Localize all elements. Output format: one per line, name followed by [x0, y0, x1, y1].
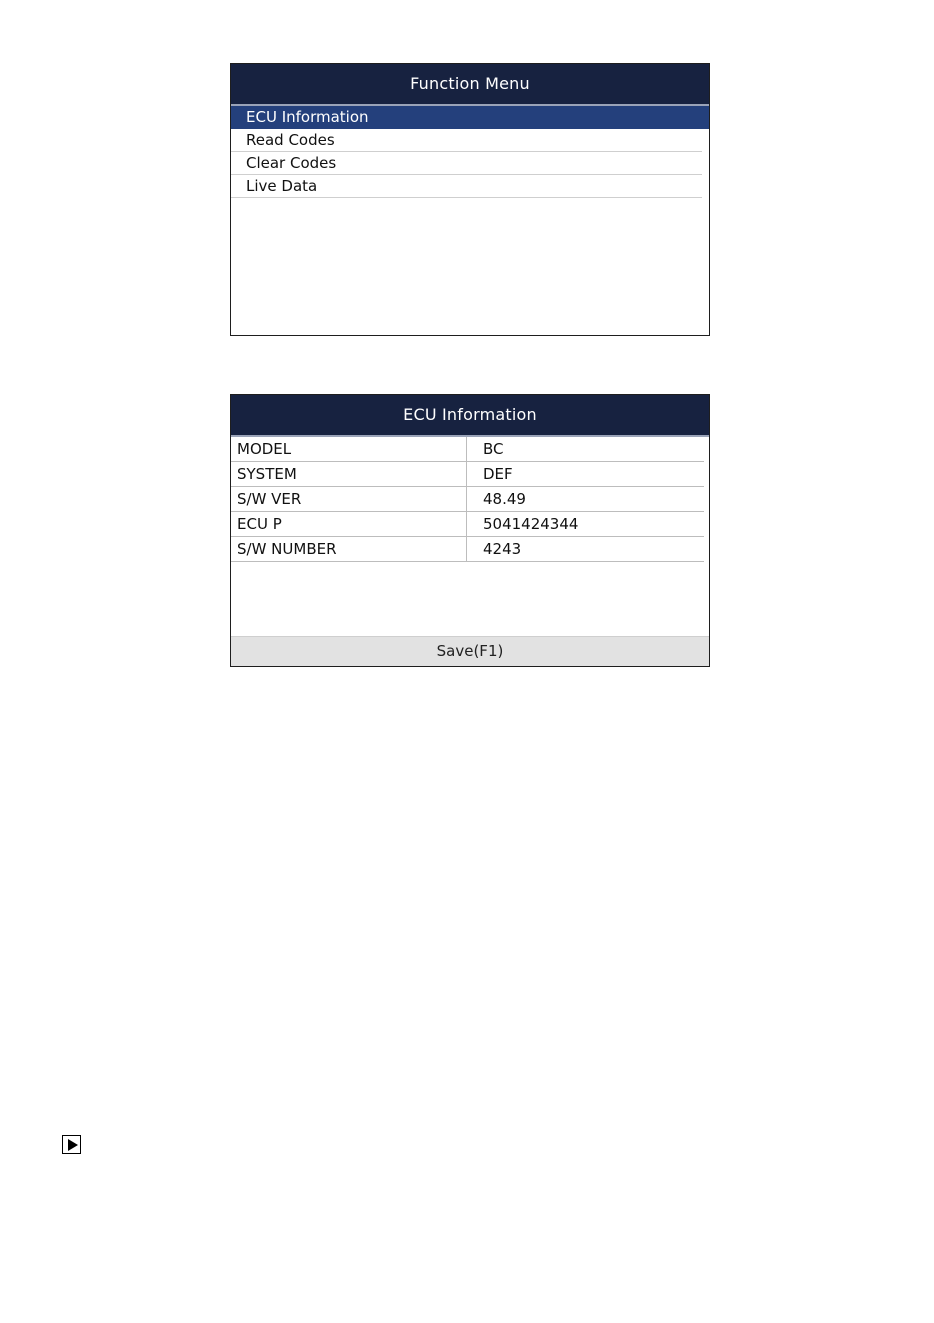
ecu-information-title: ECU Information [231, 395, 709, 437]
info-key: ECU P [231, 512, 467, 537]
menu-item-ecu-information[interactable]: ECU Information [231, 106, 709, 129]
info-key: MODEL [231, 437, 467, 462]
info-key: S/W NUMBER [231, 537, 467, 562]
menu-item-read-codes[interactable]: Read Codes [231, 129, 702, 152]
info-value: 48.49 [467, 487, 705, 512]
table-row [231, 487, 704, 512]
function-menu-list [231, 106, 709, 198]
table-row [231, 537, 704, 562]
save-button[interactable]: Save(F1) [231, 636, 709, 666]
info-key: SYSTEM [231, 462, 467, 487]
menu-item-clear-codes[interactable]: Clear Codes [231, 152, 702, 175]
function-menu-screen [230, 63, 710, 336]
info-value: 5041424344 [467, 512, 705, 537]
menu-item-live-data[interactable]: Live Data [231, 175, 702, 198]
table-row [231, 437, 704, 462]
ecu-info-table [231, 437, 704, 562]
play-triangle-icon [62, 1135, 81, 1154]
info-value: 4243 [467, 537, 705, 562]
info-value: DEF [467, 462, 705, 487]
table-row [231, 512, 704, 537]
info-key: S/W VER [231, 487, 467, 512]
info-value: BC [467, 437, 705, 462]
function-menu-title: Function Menu [231, 64, 709, 106]
ecu-information-screen [230, 394, 710, 667]
table-row [231, 462, 704, 487]
